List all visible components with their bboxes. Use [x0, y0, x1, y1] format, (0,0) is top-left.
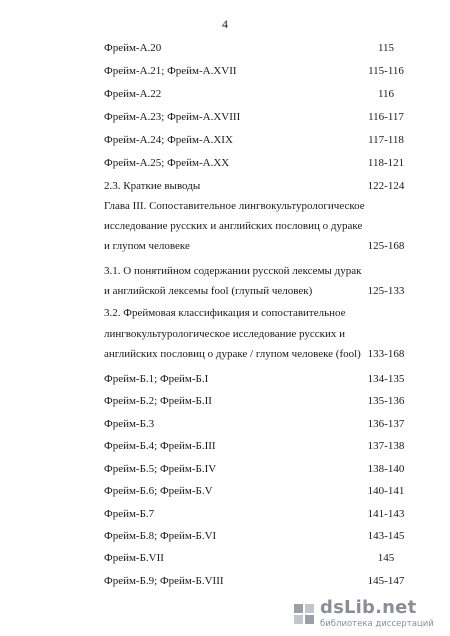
- toc-entry-page: 115-116: [368, 65, 404, 77]
- toc-entry-page: 115: [377, 42, 395, 54]
- toc-entry-title: лингвокультурологическое исследование русских и: [104, 328, 346, 340]
- watermark-subtitle: библиотека диссертаций: [320, 619, 434, 629]
- toc-entry-page: 135-136: [367, 395, 405, 407]
- toc-entry-page: 116: [377, 88, 395, 100]
- toc-entry-title: Фрейм-Б.VII: [104, 552, 164, 564]
- toc-entry-title: 3.1. О понятийном содержании русской лексемы дурак: [104, 265, 362, 277]
- toc-entry-page: 125-168: [367, 240, 405, 252]
- toc-entry-title: Фрейм-Б.4; Фрейм-Б.III: [104, 440, 216, 452]
- toc-entry-page: 134-135: [367, 373, 405, 385]
- toc-entry-title: Фрейм-А.20: [104, 42, 162, 54]
- toc-entry-title: Фрейм-Б.1; Фрейм-Б.I: [104, 373, 209, 385]
- toc-entry-title: Фрейм-Б.9; Фрейм-Б.VIII: [104, 575, 224, 587]
- toc-entry-title: Фрейм-Б.8; Фрейм-Б.VI: [104, 530, 217, 542]
- toc-entry-page: 143-145: [367, 530, 405, 542]
- toc-entry-title: и глупом человеке: [104, 240, 190, 252]
- toc-entry-title: английских пословиц о дураке / глупом человеке (fool): [104, 348, 361, 360]
- dslib-watermark: [292, 598, 442, 632]
- toc-entry-title: Фрейм-А.23; Фрейм-А.XVIII: [104, 111, 241, 123]
- toc-entry-title: Фрейм-Б.5; Фрейм-Б.IV: [104, 463, 217, 475]
- watermark-title: dsLib.net: [320, 597, 417, 618]
- toc-entry-title: Фрейм-А.24; Фрейм-А.XIX: [104, 134, 233, 146]
- toc-entry-page: 136-137: [367, 418, 405, 430]
- toc-entry-page: 133-168: [367, 348, 405, 360]
- toc-entry-page: 118-121: [367, 157, 405, 169]
- toc-entry-title: и английской лексемы fool (глупый человек): [104, 285, 313, 297]
- toc-entry-page: 122-124: [367, 180, 405, 192]
- toc-entry-title: Фрейм-Б.6; Фрейм-Б.V: [104, 485, 213, 497]
- toc-entry-title: Фрейм-Б.7: [104, 508, 155, 520]
- toc-entry-title: 3.2. Фреймовая классификация и сопоставительное: [104, 307, 346, 319]
- dslib-logo-icon: [292, 601, 316, 625]
- toc-entry-page: 138-140: [367, 463, 405, 475]
- toc-entry-title: Глава III. Сопоставительное лингвокультурологическое: [104, 200, 365, 212]
- toc-entry-title: исследование русских и английских пословиц о дураке: [104, 220, 363, 232]
- toc-entry-page: 141-143: [367, 508, 405, 520]
- toc-entry-page: 140-141: [367, 485, 405, 497]
- toc-entry-page: 145: [377, 552, 395, 564]
- toc-entry-title: Фрейм-Б.2; Фрейм-Б.II: [104, 395, 212, 407]
- toc-entry-page: 145-147: [367, 575, 405, 587]
- toc-entry-title: Фрейм-А.22: [104, 88, 162, 100]
- toc-entry-title: Фрейм-А.25; Фрейм-А.XX: [104, 157, 230, 169]
- page-number: 4: [222, 17, 228, 31]
- toc-entry-title: Фрейм-А.21; Фрейм-А.XVII: [104, 65, 237, 77]
- toc-entry-page: 117-118: [368, 134, 404, 146]
- toc-entry-title: 2.3. Краткие выводы: [104, 180, 201, 192]
- toc-entry-page: 116-117: [368, 111, 404, 123]
- toc-entry-page: 137-138: [367, 440, 405, 452]
- toc-entry-page: 125-133: [367, 285, 405, 297]
- toc-entry-title: Фрейм-Б.3: [104, 418, 155, 430]
